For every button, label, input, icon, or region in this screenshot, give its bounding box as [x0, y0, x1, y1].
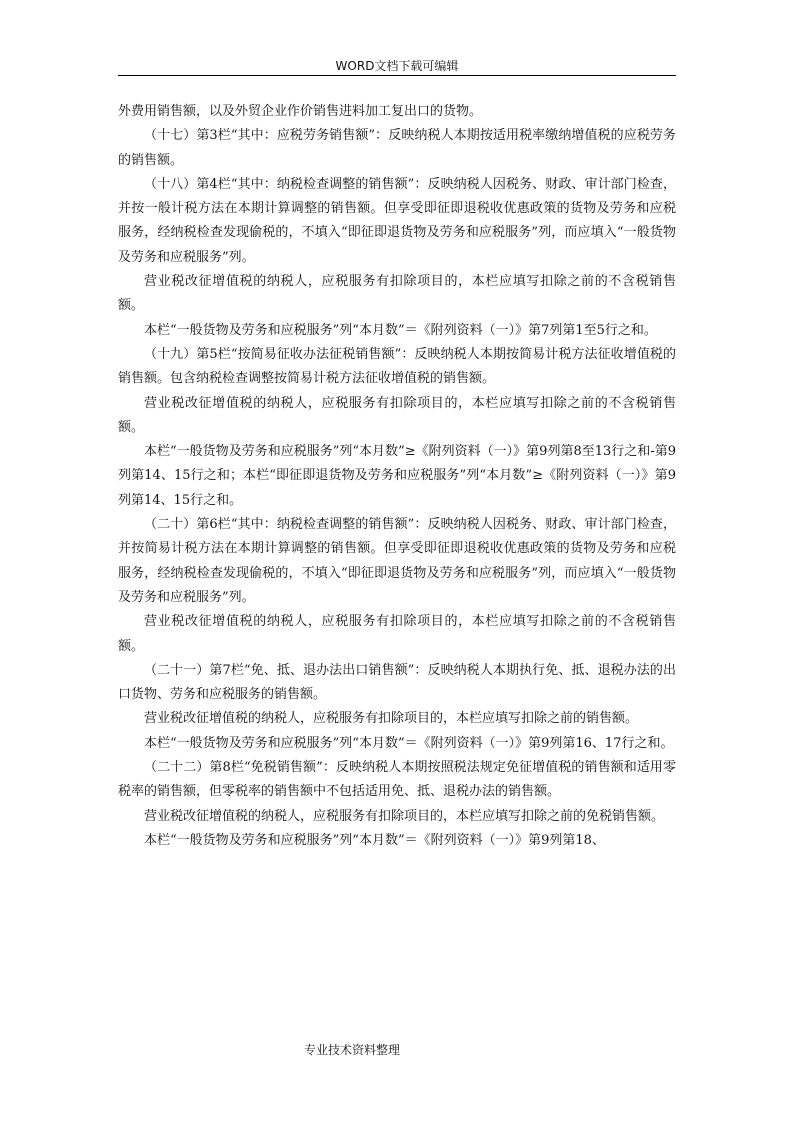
paragraph: 营业税改征增值税的纳税人，应税服务有扣除项目的，本栏应填写扣除之前的不含税销售额。 [118, 614, 676, 654]
paragraph: 本栏“一般货物及劳务和应税服务”列“本月数”＝《附列资料（一）》第9列第18、 [144, 832, 605, 848]
paragraph: （十七）第3栏“其中：应税劳务销售额”：反映纳税人本期按适用税率缴纳增值税的应税劳务的销售额。 [118, 128, 676, 168]
paragraph: 本栏“一般货物及劳务和应税服务”列“本月数”＝《附列资料（一）》第9列第16、17行之和。 [144, 735, 674, 751]
paragraph: 营业税改征增值税的纳税人，应税服务有扣除项目的，本栏应填写扣除之前的不含税销售额。 [118, 274, 676, 314]
paragraph: 本栏“一般货物及劳务和应税服务”列“本月数”≥《附列资料（一）》第9列第8至13行之和-第9列第14、15行之和；本栏“即征即退货物及劳务和应税服务”列“本月数”≥《附列资料（一）》第9列第14、15行之和。 [118, 444, 676, 508]
paragraph: （二十）第6栏“其中：纳税检查调整的销售额”：反映纳税人因税务、财政、审计部门检查，并按简易计税方法在本期计算调整的销售额。但享受即征即退税收优惠政策的货物及劳务和应税服务，经纳税检查发现偷税的，不填入“即征即退货物及劳务和应税服务”列，而应填入“一般货物及劳务和应税服务”列。 [118, 517, 676, 605]
page-header: WORD文档下载可编辑 [335, 59, 459, 73]
paragraph: 营业税改征增值税的纳税人，应税服务有扣除项目的，本栏应填写扣除之前的不含税销售额。 [118, 395, 676, 435]
paragraph: 本栏“一般货物及劳务和应税服务”列“本月数”＝《附列资料（一）》第7列第1至5行之和。 [144, 322, 657, 338]
paragraph: 外费用销售额，以及外贸企业作价销售进料加工复出口的货物。 [118, 104, 483, 119]
paragraph: 营业税改征增值税的纳税人，应税服务有扣除项目的，本栏应填写扣除之前的免税销售额。 [144, 808, 665, 824]
document-body [118, 100, 676, 853]
paragraph: 营业税改征增值税的纳税人，应税服务有扣除项目的，本栏应填写扣除之前的销售额。 [144, 711, 639, 727]
paragraph: （二十二）第8栏“免税销售额”：反映纳税人本期按照税法规定免征增值税的销售额和适用零税率的销售额，但零税率的销售额中不包括适用免、抵、退税办法的销售额。 [118, 760, 676, 800]
paragraph: （十九）第5栏“按简易征收办法征税销售额”：反映纳税人本期按简易计税方法征收增值税的销售额。包含纳税检查调整按简易计税方法征收增值税的销售额。 [118, 346, 676, 387]
paragraph: （二十一）第7栏“免、抵、退办法出口销售额”：反映纳税人本期执行免、抵、退税办法的出口货物、劳务和应税服务的销售额。 [118, 662, 676, 703]
paragraph: （十八）第4栏“其中：纳税检查调整的销售额”：反映纳税人因税务、财政、审计部门检查，并按一般计税方法在本期计算调整的销售额。但享受即征即退税收优惠政策的货物及劳务和应税服务，经纳税检查发现偷税的，不填入“即征即退货物及劳务和应税服务”列，而应填入“一般货物及劳务和应税服务”列。 [118, 176, 676, 265]
header-divider [118, 75, 676, 76]
page-footer: 专业技术资料整理 [303, 1043, 400, 1057]
